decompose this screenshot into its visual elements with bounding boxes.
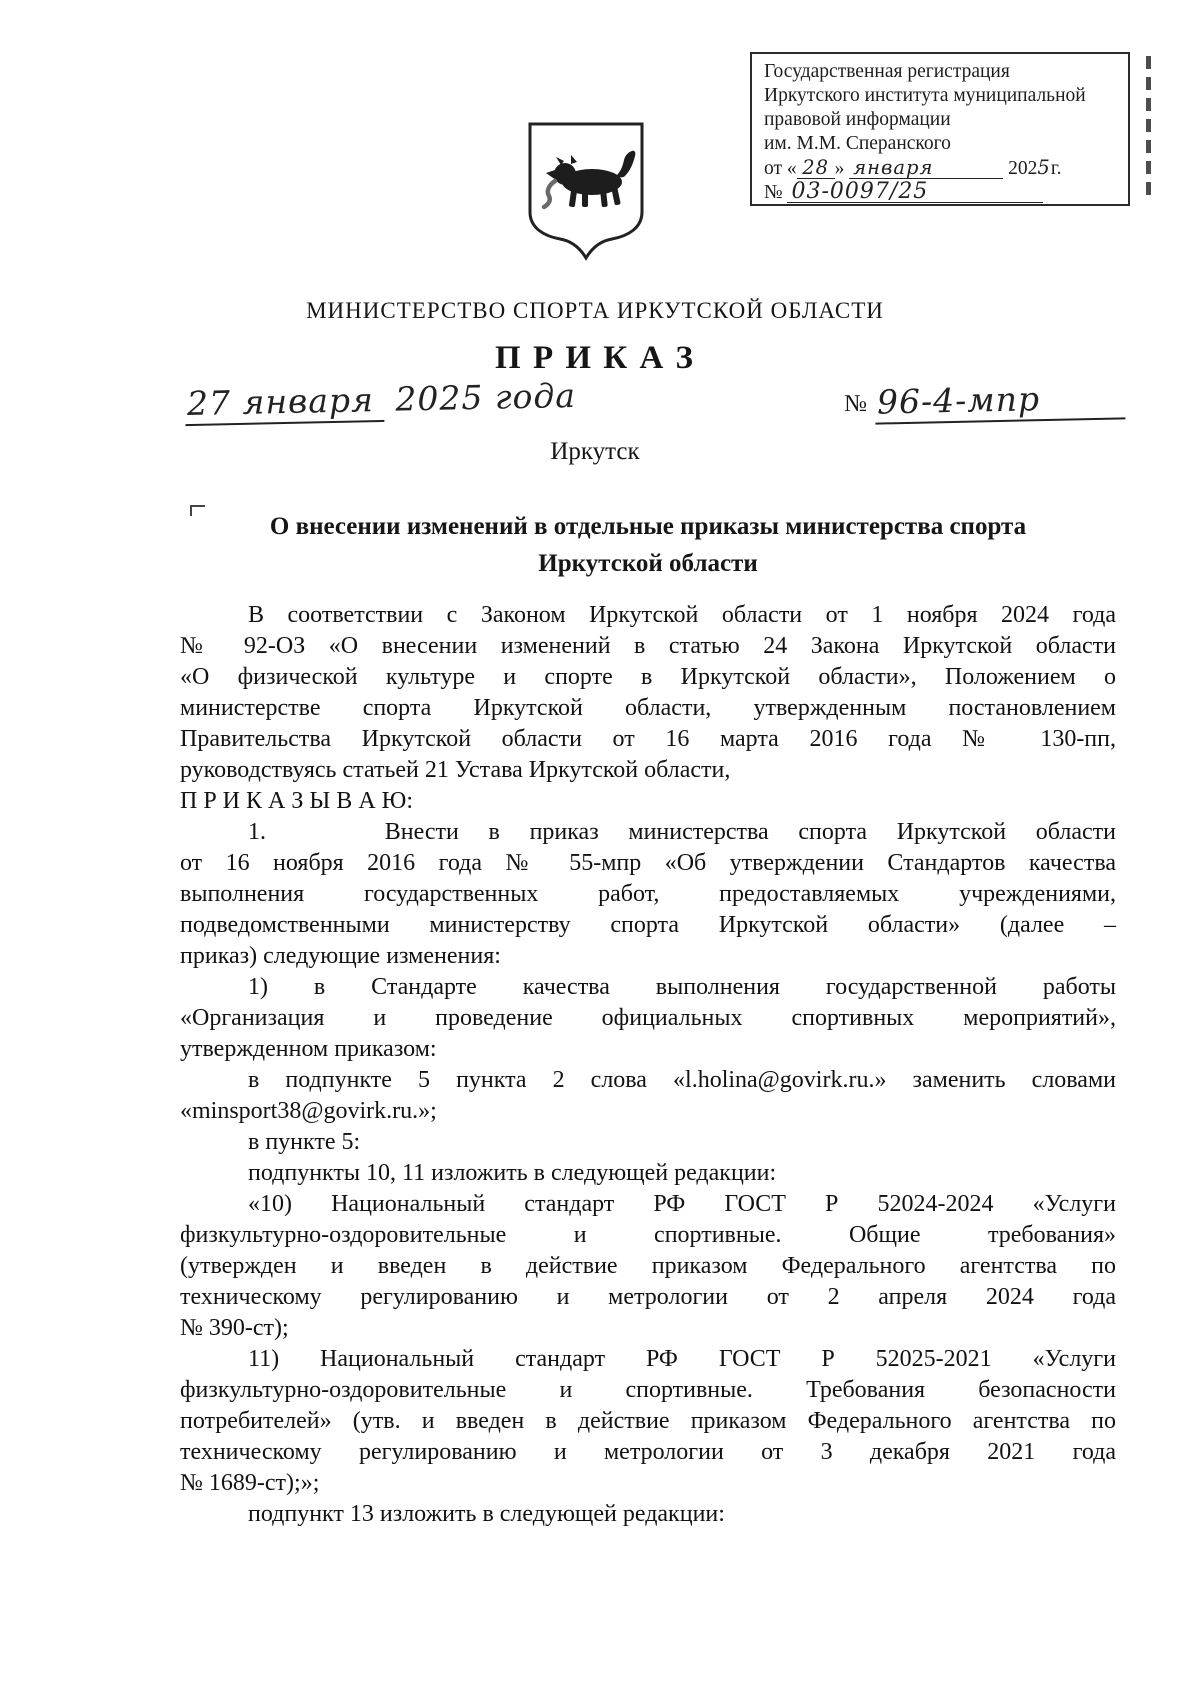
paragraph <box>180 1499 1116 1530</box>
stamp-number-handwritten: 03-0097/25 <box>787 182 1043 203</box>
paragraph <box>180 1065 1116 1127</box>
city-line: Иркутск <box>550 438 640 465</box>
document-type-title: П Р И К А З <box>495 340 695 376</box>
irkutsk-oblast-coat-of-arms-icon <box>524 120 648 262</box>
order-date-underlined-part: 27 января <box>185 380 385 426</box>
body-line: приказ) следующие изменения: <box>180 943 501 969</box>
paragraph <box>180 1189 1116 1344</box>
body-line: выполнения государственных работ, предоставляемых учреждениями, <box>180 881 1116 907</box>
order-number-label: № <box>844 391 867 417</box>
paragraph <box>180 972 1116 1065</box>
order-number-handwritten: 96-4-мпр <box>875 377 1126 424</box>
stamp-date-day-handwritten: 28 <box>797 158 835 179</box>
date-number-row <box>185 375 1125 424</box>
body-line: «10) Национальный стандарт РФ ГОСТ Р 52024-2024 «Услуги <box>248 1191 1116 1217</box>
order-date-handwritten <box>185 376 577 426</box>
body-line: утвержденном приказом: <box>180 1036 437 1062</box>
body-line: от 16 ноября 2016 года № 55-мпр «Об утверждении Стандартов качества <box>180 850 1116 876</box>
stamp-line: Государственная регистрация <box>764 61 1010 82</box>
body-line: физкультурно-оздоровительные и спортивные. Требования безопасности <box>180 1377 1116 1403</box>
stamp-year-printed: 202 <box>1008 158 1038 179</box>
body-line: 1) в Стандарте качества выполнения государственной работы <box>248 974 1116 1000</box>
ministry-title: МИНИСТЕРСТВО СПОРТА ИРКУТСКОЙ ОБЛАСТИ <box>306 298 884 323</box>
body-line: министерстве спорта Иркутской области, утвержденным постановлением <box>180 695 1116 721</box>
body-line: 11) Национальный стандарт РФ ГОСТ Р 52025-2021 «Услуги <box>248 1346 1116 1372</box>
body-line: № 390-ст); <box>180 1315 289 1341</box>
body-line: (утвержден и введен в действие приказом Федерального агентства по <box>180 1253 1116 1279</box>
order-body <box>180 600 1116 1530</box>
body-line: № 92-ОЗ «О внесении изменений в статью 24 Закона Иркутской области <box>180 633 1116 659</box>
body-line: В соответствии с Законом Иркутской области от 1 ноября 2024 года <box>248 602 1116 628</box>
body-line: руководствуясь статьей 21 Устава Иркутской области, <box>180 757 731 783</box>
body-line: подпункты 10, 11 изложить в следующей редакции: <box>248 1160 777 1186</box>
paragraph <box>180 786 1116 817</box>
stamp-number-line <box>764 181 1122 205</box>
body-line: П Р И К А З Ы В А Ю: <box>180 788 413 814</box>
stamp-date-close: » <box>834 158 845 179</box>
subject-line-1: О внесении изменений в отдельные приказы министерства спорта <box>269 513 1027 540</box>
stamp-line: правовой информации <box>764 109 951 130</box>
subject-line-2: Иркутской области <box>538 550 758 577</box>
stamp-date-prefix: от « <box>764 158 797 179</box>
paragraph <box>180 1158 1116 1189</box>
scan-edge-artifact <box>1146 56 1151 196</box>
stamp-year-handwritten: 5 <box>1037 156 1051 179</box>
stamp-date-line <box>764 156 1122 181</box>
stamp-date-suffix: г. <box>1050 158 1062 179</box>
order-subject-heading <box>180 508 1116 582</box>
paragraph <box>180 600 1116 786</box>
body-line: в пункте 5: <box>248 1129 361 1155</box>
body-line: техническому регулированию и метрологии от 3 декабря 2021 года <box>180 1439 1116 1465</box>
body-line: техническому регулированию и метрологии от 2 апреля 2024 года <box>180 1284 1116 1310</box>
paragraph <box>180 1344 1116 1499</box>
paragraph <box>180 817 1116 972</box>
body-line: «Организация и проведение официальных спортивных мероприятий», <box>180 1005 1116 1031</box>
stamp-line: Иркутского института муниципальной <box>764 85 1086 106</box>
paragraph <box>180 1127 1116 1158</box>
body-line: «minsport38@govirk.ru.»; <box>180 1098 437 1124</box>
body-line: физкультурно-оздоровительные и спортивные. Общие требования» <box>180 1222 1116 1248</box>
body-line: «О физической культуре и спорте в Иркутской области», Положением о <box>180 664 1116 690</box>
stamp-date-month-handwritten: января <box>849 158 1003 179</box>
body-line: № 1689-ст);»; <box>180 1470 320 1496</box>
body-line: в подпункте 5 пункта 2 слова «l.holina@govirk.ru.» заменить словами <box>248 1067 1116 1093</box>
stamp-number-label: № <box>764 182 783 203</box>
body-line: 1. Внести в приказ министерства спорта Иркутской области <box>248 819 1116 845</box>
order-number-group <box>844 380 1125 422</box>
stamp-line: им. М.М. Сперанского <box>764 133 951 154</box>
body-line: подпункт 13 изложить в следующей редакции: <box>248 1501 725 1527</box>
order-date-rest: 2025 года <box>394 375 577 419</box>
body-line: подведомственными министерству спорта Иркутской области» (далее – <box>180 912 1116 938</box>
body-line: потребителей» (утв. и введен в действие приказом Федерального агентства по <box>180 1408 1116 1434</box>
registration-stamp-box <box>750 52 1130 206</box>
body-line: Правительства Иркутской области от 16 марта 2016 года № 130-пп, <box>180 726 1116 752</box>
